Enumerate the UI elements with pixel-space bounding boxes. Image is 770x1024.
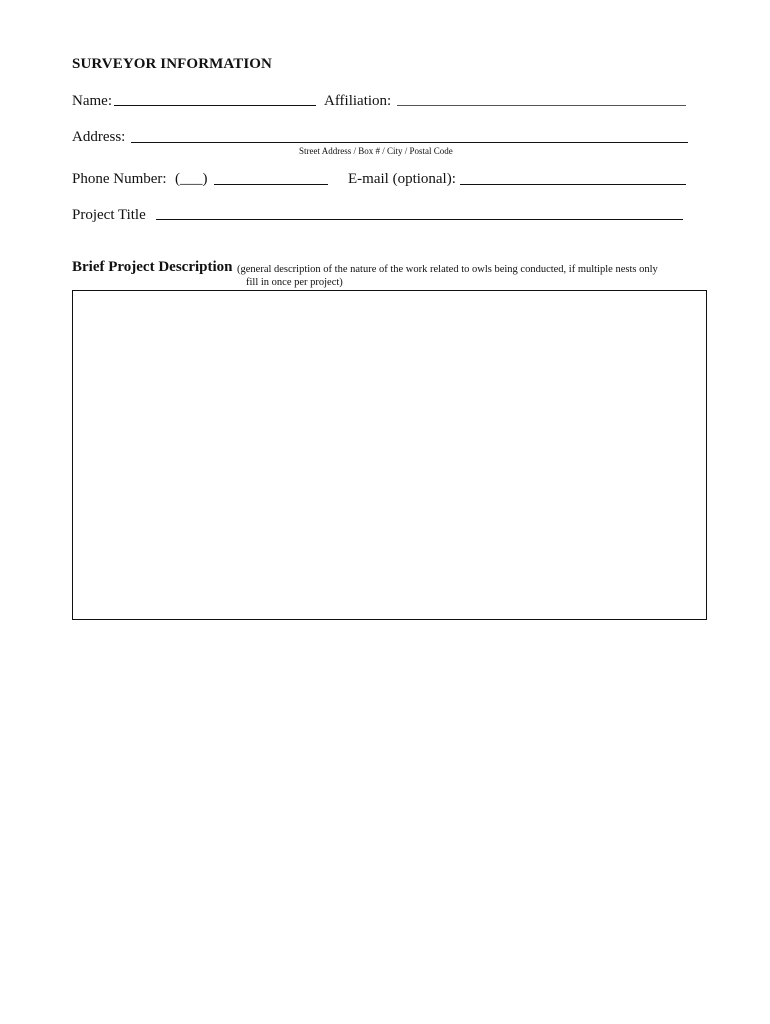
description-title: Brief Project Description xyxy=(72,259,233,275)
project-title-field[interactable] xyxy=(156,219,683,220)
phone-label: Phone Number: xyxy=(72,171,167,187)
phone-number-field[interactable] xyxy=(214,184,328,185)
email-field[interactable] xyxy=(460,184,686,185)
address-caption: Street Address / Box # / City / Postal Code xyxy=(299,146,453,156)
affiliation-label: Affiliation: xyxy=(324,93,392,109)
address-field[interactable] xyxy=(131,142,688,143)
address-label: Address: xyxy=(72,129,126,145)
section-title: SURVEYOR INFORMATION xyxy=(72,56,272,72)
affiliation-field[interactable] xyxy=(397,105,686,106)
phone-area-code-field[interactable]: (___) xyxy=(175,171,208,187)
project-title-label: Project Title xyxy=(72,207,146,223)
name-label: Name: xyxy=(72,93,112,109)
description-note-continued: fill in once per project) xyxy=(246,277,343,288)
email-label: E-mail (optional): xyxy=(348,171,456,187)
description-textbox[interactable] xyxy=(72,290,707,620)
name-field[interactable] xyxy=(114,105,316,106)
description-note: (general description of the nature of the work related to owls being conducted, if multiple nests only xyxy=(237,264,658,275)
